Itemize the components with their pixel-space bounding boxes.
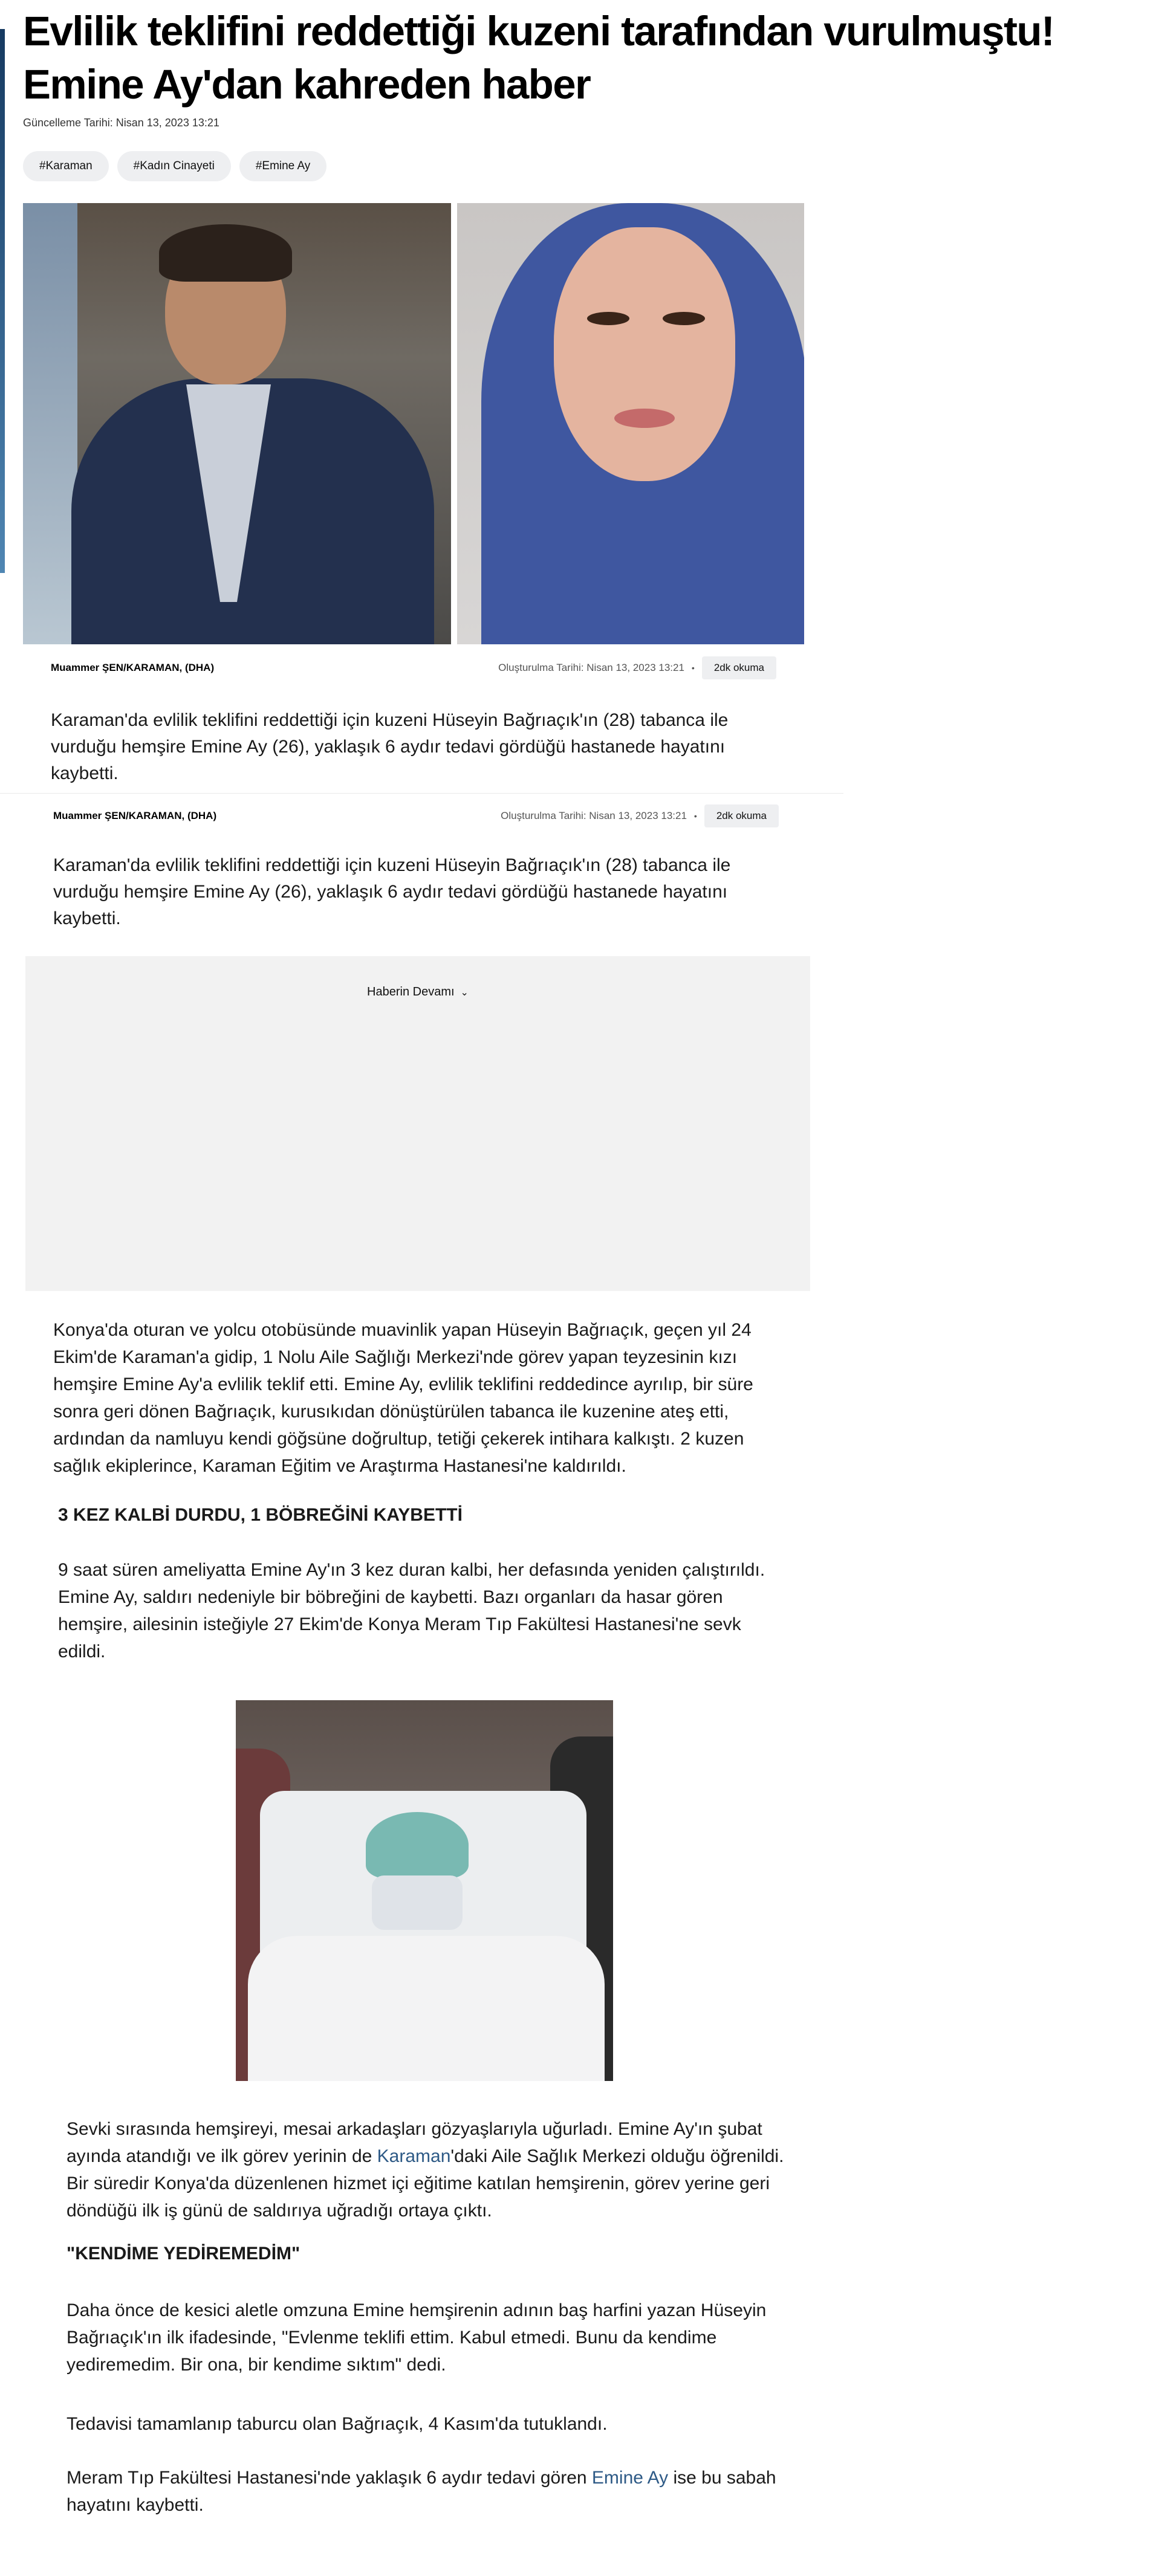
- tag-karaman[interactable]: #Karaman: [23, 151, 109, 181]
- divider: [0, 793, 843, 794]
- meta-separator: •: [691, 663, 695, 673]
- updated-date: Güncelleme Tarihi: Nisan 13, 2023 13:21: [23, 117, 219, 129]
- article-summary: Karaman'da evlilik teklifini reddettiği için kuzeni Hüseyin Bağrıaçık'ın (28) tabanca ile vurduğu hemşire Emine Ay (26), yaklaşık 6 aydır tedavi gördüğü hastanede hayatını kaybetti.: [51, 710, 729, 783]
- article-meta: [51, 656, 776, 680]
- read-more-label: Haberin Devamı: [367, 985, 455, 998]
- article-title: Evlilik teklifini reddettiği kuzeni tarafından vurulmuştu! Emine Ay'dan kahreden haber: [23, 8, 1054, 108]
- created-date-repeat: Oluşturulma Tarihi: Nisan 13, 2023 13:21: [501, 810, 687, 821]
- subheading-2: "KENDİME YEDİREMEDİM": [67, 2244, 300, 2264]
- body-paragraph-1: Konya'da oturan ve yolcu otobüsünde muavinlik yapan Hüseyin Bağrıaçık, geçen yıl 24 Ekim'de Karaman'a gidip, 1 Nolu Aile Sağlığı Merkezi'nde görev yapan teyzesinin kızı hemşire Emine Ay'a evlilik teklif etti. Emine Ay, evlilik teklifini reddedince ayrılıp, bir süre sonra geri dönen Bağrıaçık, kurusıkıdan dönüştürülen tabanca ile kuzenine ateş etti, ardından da namluyu kendi göğsüne doğrultup, tetiği çekerek intihara kalkıştı. 2 kuzen sağlık ekiplerince, Karaman Eğitim ve Araştırma Hastanesi'ne kaldırıldı.: [53, 1320, 753, 1476]
- hero-image: [23, 203, 804, 644]
- subheading-1: 3 KEZ KALBİ DURDU, 1 BÖBREĞİNİ KAYBETTİ: [58, 1505, 463, 1525]
- article-photo-hospital: [236, 1700, 613, 2081]
- body-paragraph-5: Tedavisi tamamlanıp taburcu olan Bağrıaçık, 4 Kasım'da tutuklandı.: [67, 2414, 608, 2434]
- body-paragraph-6: Meram Tıp Fakültesi Hastanesi'nde yaklaşık 6 aydır tedavi gören Emine Ay ise bu sabah hayatını kaybetti.: [67, 2468, 776, 2515]
- article-meta-repeat: [53, 804, 779, 828]
- link-karaman[interactable]: Karaman: [377, 2146, 451, 2166]
- hero-photo-man: [23, 203, 451, 644]
- read-more-button[interactable]: [25, 985, 810, 999]
- meta-separator-repeat: •: [693, 811, 697, 821]
- body-paragraph-4: Daha önce de kesici aletle omzuna Emine hemşirenin adının baş harfini yazan Hüseyin Bağrıaçık'ın ilk ifadesinde, "Evlenme teklifi ettim. Kabul etmedi. Bunu da kendime yediremedim. Bir ona, bir kendime sıktım" dedi.: [67, 2300, 767, 2375]
- author-name: Muammer ŞEN/KARAMAN, (DHA): [51, 662, 215, 673]
- created-date: Oluşturulma Tarihi: Nisan 13, 2023 13:21: [498, 662, 684, 673]
- link-emine-ay[interactable]: Emine Ay: [591, 2468, 669, 2488]
- article-summary-repeat: Karaman'da evlilik teklifini reddettiği için kuzeni Hüseyin Bağrıaçık'ın (28) tabanca ile vurduğu hemşire Emine Ay (26), yaklaşık 6 aydır tedavi gördüğü hastanede hayatını kaybetti.: [53, 855, 731, 928]
- read-time-badge-repeat: 2dk okuma: [704, 804, 779, 827]
- body-paragraph-3: Sevki sırasında hemşireyi, mesai arkadaşları gözyaşlarıyla uğurladı. Emine Ay'ın şubat ayında atandığı ve ilk görev yerinin de Karaman'daki Aile Sağlık Merkezi olduğu öğrenildi. Bir süredir Konya'da düzenlenen hizmet içi eğitime katılan hemşirenin, görev yerine geri döndüğü ilk iş günü de saldırıya uğradığı ortaya çıktı.: [67, 2119, 784, 2221]
- body-paragraph-2: 9 saat süren ameliyatta Emine Ay'ın 3 kez duran kalbi, her defasında yeniden çalıştırıldı. Emine Ay, saldırı nedeniyle bir böbreğini de kaybetti. Bazı organları da hasar gören hemşire, ailesinin isteğiyle 27 Ekim'de Konya Meram Tıp Fakültesi Hastanesi'ne sevk edildi.: [58, 1560, 765, 1662]
- tag-emine-ay[interactable]: #Emine Ay: [239, 151, 326, 181]
- ad-container: [25, 956, 810, 1291]
- left-accent-bar: [0, 29, 5, 573]
- tag-list: [23, 151, 326, 181]
- read-time-badge: 2dk okuma: [702, 656, 776, 679]
- chevron-down-icon: ⌄: [460, 988, 469, 998]
- author-name-repeat: Muammer ŞEN/KARAMAN, (DHA): [53, 810, 217, 821]
- hero-photo-woman: [457, 203, 804, 644]
- tag-kadin-cinayeti[interactable]: #Kadın Cinayeti: [117, 151, 231, 181]
